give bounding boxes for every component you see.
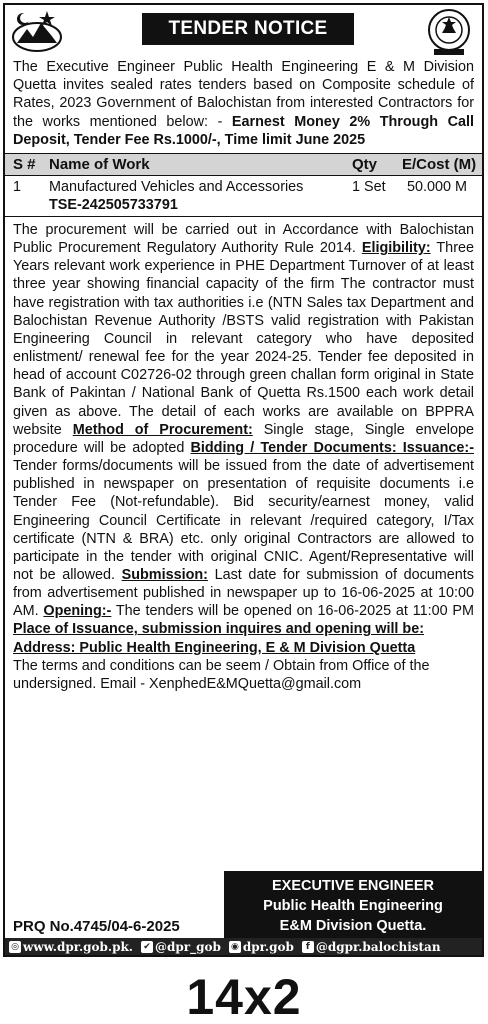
address-label: Address: Public Health Engineering, E & M Division Quetta — [13, 639, 416, 656]
row-sn: 1 — [13, 179, 22, 196]
social-bar — [5, 938, 482, 955]
signature-block — [224, 871, 482, 939]
signature-title: EXECUTIVE ENGINEER — [272, 878, 434, 894]
government-seal-icon — [424, 7, 474, 57]
row-estimated-cost: 50.000 M — [407, 179, 468, 196]
notice-footer — [5, 867, 482, 942]
submission-text: Last date for submission of documents from advertisement published in newspaper up to 16-06-2025 at 10:00 AM. — [13, 566, 474, 620]
table-row — [5, 176, 482, 216]
header-name-of-work: Name of Work — [49, 156, 150, 174]
page-title: TENDER NOTICE — [142, 13, 354, 45]
facebook-link[interactable]: @dgpr.balochistan — [315, 939, 441, 954]
method-label: Method of Procurement: — [72, 421, 253, 438]
signature-division: E&M Division Quetta. — [279, 918, 427, 934]
twitter-icon: ✔ — [141, 941, 153, 953]
prq-number: PRQ No.4745/04-6-2025 — [13, 918, 180, 935]
bidding-label: Bidding / Tender Documents: Issuance:- — [190, 439, 474, 456]
facebook-icon: f — [302, 941, 314, 953]
globe-icon: ◎ — [9, 941, 21, 953]
header-estimated-cost: E/Cost (M) — [402, 156, 477, 174]
eligibility-label: Eligibility: — [361, 240, 431, 257]
row-name-of-work: Manufactured Vehicles and Accessories — [49, 179, 304, 196]
works-table — [5, 153, 482, 217]
submission-label: Submission: — [121, 566, 208, 583]
opening-text: The tenders will be opened on 16-06-2025 at 11:00 PM — [111, 603, 474, 620]
row-tse-number: TSE-242505733791 — [49, 197, 178, 214]
method-text: Single stage, Single envelope procedure will be adopted — [13, 421, 474, 456]
bidding-text: Tender forms/documents will be issued from the date of advertisement published in newspaper on presentation of requisite documents i.e Tender Fee (Not-refundable). Bid security/earnest money, valid Engineering Council Certificate in relevant /required category, I/Tax certificate (NTN & BRA) etc. only original Contractors are allowed to participate in the tender with original CNIC. Agent/Representative will not be allowed. — [13, 458, 474, 583]
row-qty: 1 Set — [352, 179, 386, 196]
eligibility-text: Three Years relevant work experience in PHE Department Turnover of at least three year showing financial capacity of the firm The contractor must have registration with tax authorities i.e (NTN Sales tax Department and Balochistan Revenue Authority /BSTS valid registration with Pakistan Engineering Council in relevant category who have deposited enlistment/ renewal fee for the year 2024-25. Tender fee deposited in head of account C02726-02 through green challan form original in State Bank of Pakintan / National Bank of Quetta Rs.1500 each work detail given as above. The detail of each works are available on BPPRA website — [13, 240, 474, 438]
terms-paragraph: The terms and conditions can be seem / Obtain from Office of the undersigned. Email - XenphedE&MQuetta@gmail.com — [13, 657, 430, 692]
table-header — [5, 154, 482, 176]
place-label: Place of Issuance, submission inquires and opening will be: — [13, 621, 425, 638]
opening-label: Opening:- — [43, 603, 112, 620]
instagram-link[interactable]: dpr.gob — [242, 939, 294, 954]
instagram-item[interactable] — [229, 940, 294, 954]
intro-text: The Executive Engineer Public Health Engineering E & M Division Quetta invites sealed rates tenders based on Composite schedule of Rates, 2023 Government of Balochistan from interested Contractors for the works mentioned below: - — [13, 59, 474, 130]
notice-header — [5, 5, 482, 57]
twitter-link[interactable]: @dpr_gob — [155, 939, 221, 954]
signature-dept: Public Health Engineering — [263, 898, 443, 914]
dpr-logo-icon — [11, 9, 63, 53]
header-sn: S # — [13, 156, 36, 174]
website-item[interactable] — [9, 940, 133, 954]
earnest-money-text: Earnest Money 2% Through Call Deposit, Tender Fee Rs.1000/-, Time limit June 2025 — [13, 113, 474, 148]
ad-size-label: 14x2 — [186, 969, 302, 1024]
twitter-item[interactable] — [141, 940, 221, 954]
body-paragraph — [13, 221, 474, 639]
tender-notice — [3, 3, 484, 957]
header-qty: Qty — [352, 156, 378, 174]
procurement-text: The procurement will be carried out in Accordance with Balochistan Public Procurement Regulatory Authority Rule 2014. — [13, 222, 474, 257]
website-link[interactable]: www.dpr.gob.pk. — [23, 939, 133, 954]
instagram-icon: ◉ — [229, 941, 241, 953]
facebook-item[interactable] — [302, 940, 441, 954]
address-line — [13, 639, 474, 657]
notice-body — [5, 217, 482, 693]
intro-paragraph — [5, 58, 482, 149]
